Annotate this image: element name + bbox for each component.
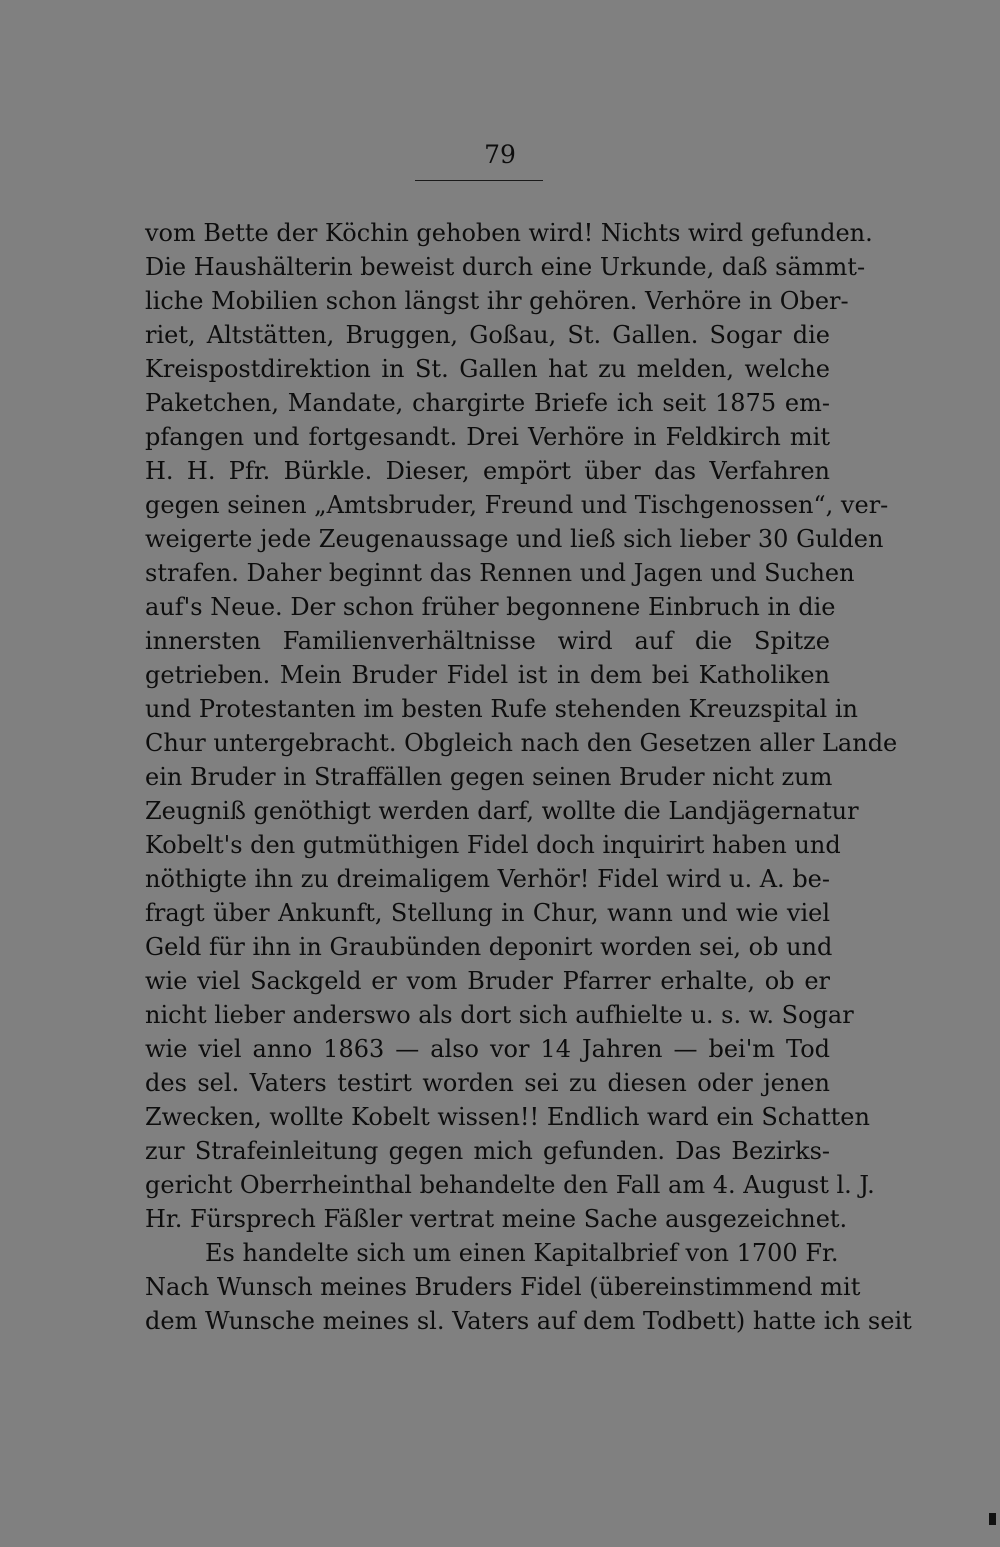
text-line: gegen seinen „Amtsbruder, Freund und Tischgenossen“, ver-: [145, 491, 889, 519]
scan-edge-mark: [989, 1513, 996, 1525]
paragraph-start-line: Es handelte sich um einen Kapitalbrief von 1700 Fr.: [205, 1239, 839, 1267]
text-line: ein Bruder in Straffällen gegen seinen Bruder nicht zum: [145, 763, 833, 791]
text-line: wie viel Sackgeld er vom Bruder Pfarrer erhalte, ob er: [145, 967, 830, 995]
text-line: des sel. Vaters testirt worden sei zu diesen oder jenen: [145, 1069, 830, 1097]
page-number: 79: [484, 140, 516, 169]
text-line: Chur untergebracht. Obgleich nach den Gesetzen aller Lande: [145, 729, 898, 757]
text-line: nicht lieber anderswo als dort sich aufhielte u. s. w. Sogar: [145, 1001, 854, 1029]
text-line: wie viel anno 1863 — also vor 14 Jahren — bei'm Tod: [145, 1035, 830, 1063]
text-line: weigerte jede Zeugenaussage und ließ sich lieber 30 Gulden: [145, 525, 884, 553]
text-line: Zeugniß genöthigt werden darf, wollte die Landjägernatur: [145, 797, 859, 825]
text-line: Kobelt's den gutmüthigen Fidel doch inquirirt haben und: [145, 831, 841, 859]
text-line: pfangen und fortgesandt. Drei Verhöre in Feldkirch mit: [145, 423, 830, 451]
text-line: riet, Altstätten, Bruggen, Goßau, St. Gallen. Sogar die: [145, 321, 830, 349]
text-line: dem Wunsche meines sl. Vaters auf dem Todbett) hatte ich seit: [145, 1307, 912, 1335]
text-line: Hr. Fürsprech Fäßler vertrat meine Sache ausgezeichnet.: [145, 1205, 848, 1233]
text-line: und Protestanten im besten Rufe stehenden Kreuzspital in: [145, 695, 858, 723]
text-line: Paketchen, Mandate, chargirte Briefe ich seit 1875 em-: [145, 389, 830, 417]
text-line: Die Haushälterin beweist durch eine Urkunde, daß sämmt-: [145, 253, 866, 281]
text-line: Zwecken, wollte Kobelt wissen!! Endlich ward ein Schatten: [145, 1103, 870, 1131]
text-line: zur Strafeinleitung gegen mich gefunden. Das Bezirks-: [145, 1137, 830, 1165]
text-line: vom Bette der Köchin gehoben wird! Nichts wird gefunden.: [145, 219, 873, 247]
text-line: gericht Oberrheinthal behandelte den Fall am 4. August l. J.: [145, 1171, 875, 1199]
text-line: Kreispostdirektion in St. Gallen hat zu melden, welche: [145, 355, 830, 383]
text-line: Geld für ihn in Graubünden deponirt worden sei, ob und: [145, 933, 833, 961]
header-rule: [415, 180, 543, 181]
text-line: fragt über Ankunft, Stellung in Chur, wann und wie viel: [145, 899, 830, 927]
text-line: innersten Familienverhältnisse wird auf die Spitze: [145, 627, 830, 655]
text-line: H. H. Pfr. Bürkle. Dieser, empört über das Verfahren: [145, 457, 830, 485]
text-line: nöthigte ihn zu dreimaligem Verhör! Fidel wird u. A. be-: [145, 865, 830, 893]
text-line: strafen. Daher beginnt das Rennen und Jagen und Suchen: [145, 559, 855, 587]
text-line: Nach Wunsch meines Bruders Fidel (übereinstimmend mit: [145, 1273, 861, 1301]
text-line: liche Mobilien schon längst ihr gehören. Verhöre in Ober-: [145, 287, 849, 315]
body-text: [145, 216, 912, 1338]
text-line: auf's Neue. Der schon früher begonnene Einbruch in die: [145, 593, 836, 621]
text-line: getrieben. Mein Bruder Fidel ist in dem bei Katholiken: [145, 661, 830, 689]
